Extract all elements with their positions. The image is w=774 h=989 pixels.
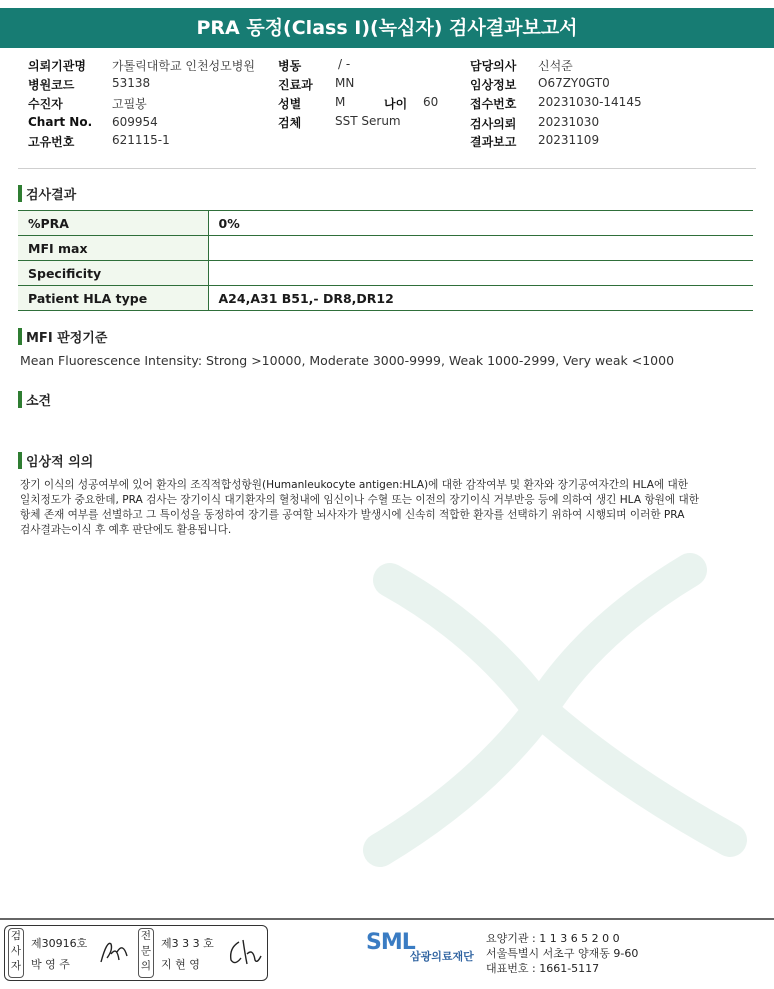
chart-value: 609954 (112, 115, 158, 129)
examiner-vertical-label: 검 사 자 (8, 928, 24, 978)
sml-logo-text: SML (366, 930, 415, 955)
company-contact (486, 931, 638, 976)
section-mfi-criteria: MFI 판정기준 (18, 327, 107, 347)
section-bar-icon (18, 328, 22, 345)
doctor-label: 담당의사 (470, 59, 517, 73)
section-bar-icon (18, 391, 22, 408)
table-row (18, 286, 753, 311)
text-line: 일치정도가 중요한데, PRA 검사는 장기이식 대기환자의 혈청내에 임신이나 수혈 또는 이전의 장기이식 거부반응 등에 의하여 생긴 HLA 항원에 대한 (20, 494, 699, 506)
ward-label: 병동 (278, 59, 302, 73)
row-value (208, 261, 753, 286)
unique-value: 621115-1 (112, 133, 170, 147)
patient-info (28, 57, 748, 152)
clinical-info-label: 임상정보 (470, 78, 517, 92)
results-table (18, 210, 753, 311)
mfi-criteria-text: Mean Fluorescence Intensity: Strong >10000, Moderate 3000-9999, Weak 1000-2999, Very weak <1000 (20, 353, 675, 368)
divider (18, 168, 756, 169)
row-label: Patient HLA type (18, 286, 208, 311)
specialist-name: 지 현 영 (161, 958, 200, 971)
row-value (208, 236, 753, 261)
row-label: MFI max (18, 236, 208, 261)
examiner-signature-icon (97, 936, 131, 970)
specialist-vertical-label: 전 문 의 (138, 928, 154, 978)
company-address: 서울특별시 서초구 양재동 9-60 (486, 947, 639, 960)
row-value: 0% (208, 211, 753, 236)
table-row (18, 211, 753, 236)
reported-label: 결과보고 (470, 135, 517, 149)
institution-value: 가톨릭대학교 인천성모병원 (112, 59, 255, 73)
unique-label: 고유번호 (28, 135, 75, 149)
section-bar-icon (18, 185, 22, 202)
specimen-label: 검체 (278, 116, 302, 130)
signature-box (4, 925, 268, 981)
dept-value: MN (335, 76, 355, 90)
company-phone: 대표번호 : 1661-5117 (486, 962, 600, 975)
row-label: Specificity (18, 261, 208, 286)
specialist-signature-icon (225, 934, 263, 972)
sex-value: M (335, 95, 346, 109)
text-line: 검사결과는이식 후 예후 판단에도 활용됩니다. (20, 524, 232, 536)
table-row (18, 236, 753, 261)
doctor-value: 신석준 (538, 59, 573, 73)
report-title: PRA 동정(Class I)(녹십자) 검사결과보고서 (0, 8, 774, 48)
patient-value: 고필봉 (112, 97, 147, 111)
sex-label: 성별 (278, 97, 302, 111)
section-clinical-significance: 임상적 의의 (18, 451, 93, 471)
footer-divider (0, 918, 774, 920)
row-label: %PRA (18, 211, 208, 236)
ward-value: / - (338, 57, 351, 71)
specialist-license: 제3 3 3 호 (161, 937, 214, 950)
section-opinion: 소견 (18, 390, 51, 410)
hospital-code-value: 53138 (112, 76, 151, 90)
reported-value: 20231109 (538, 133, 600, 147)
table-row (18, 261, 753, 286)
specimen-value: SST Serum (335, 114, 401, 128)
examiner-license: 제30916호 (31, 937, 88, 950)
section-bar-icon (18, 452, 22, 469)
watermark-cross-logo (330, 520, 774, 910)
hospital-code-label: 병원코드 (28, 78, 75, 92)
patient-label: 수진자 (28, 97, 63, 111)
age-value: 60 (423, 95, 439, 109)
care-code: 요양기관 : 1 1 3 6 5 2 0 0 (486, 932, 620, 945)
age-label: 나이 (384, 97, 408, 111)
section-results: 검사결과 (18, 184, 76, 204)
institution-label: 의뢰기관명 (28, 59, 86, 73)
clinical-info-value: O67ZY0GT0 (538, 76, 610, 90)
receipt-label: 접수번호 (470, 97, 517, 111)
company-name: 삼광의료재단 (410, 950, 474, 963)
clinical-significance-text (20, 478, 750, 538)
row-value: A24,A31 B51,- DR8,DR12 (208, 286, 753, 311)
receipt-value: 20231030-14145 (538, 95, 642, 109)
text-line: 장기 이식의 성공여부에 있어 환자의 조직적합성항원(Humanleukocyte antigen:HLA)에 대한 감작여부 및 환자와 장기공여자간의 HLA에 대한 (20, 479, 689, 491)
requested-label: 검사의뢰 (470, 117, 517, 131)
examiner-name: 박 영 주 (31, 958, 70, 971)
requested-value: 20231030 (538, 115, 600, 129)
chart-label: Chart No. (28, 115, 93, 129)
dept-label: 진료과 (278, 78, 313, 92)
text-line: 항체 존재 여부를 선별하고 그 특이성을 동정하여 장기를 공여할 뇌사자가 발생시에 신속히 적합한 환자를 선택하기 위하여 시행되며 이러한 PRA (20, 509, 685, 521)
